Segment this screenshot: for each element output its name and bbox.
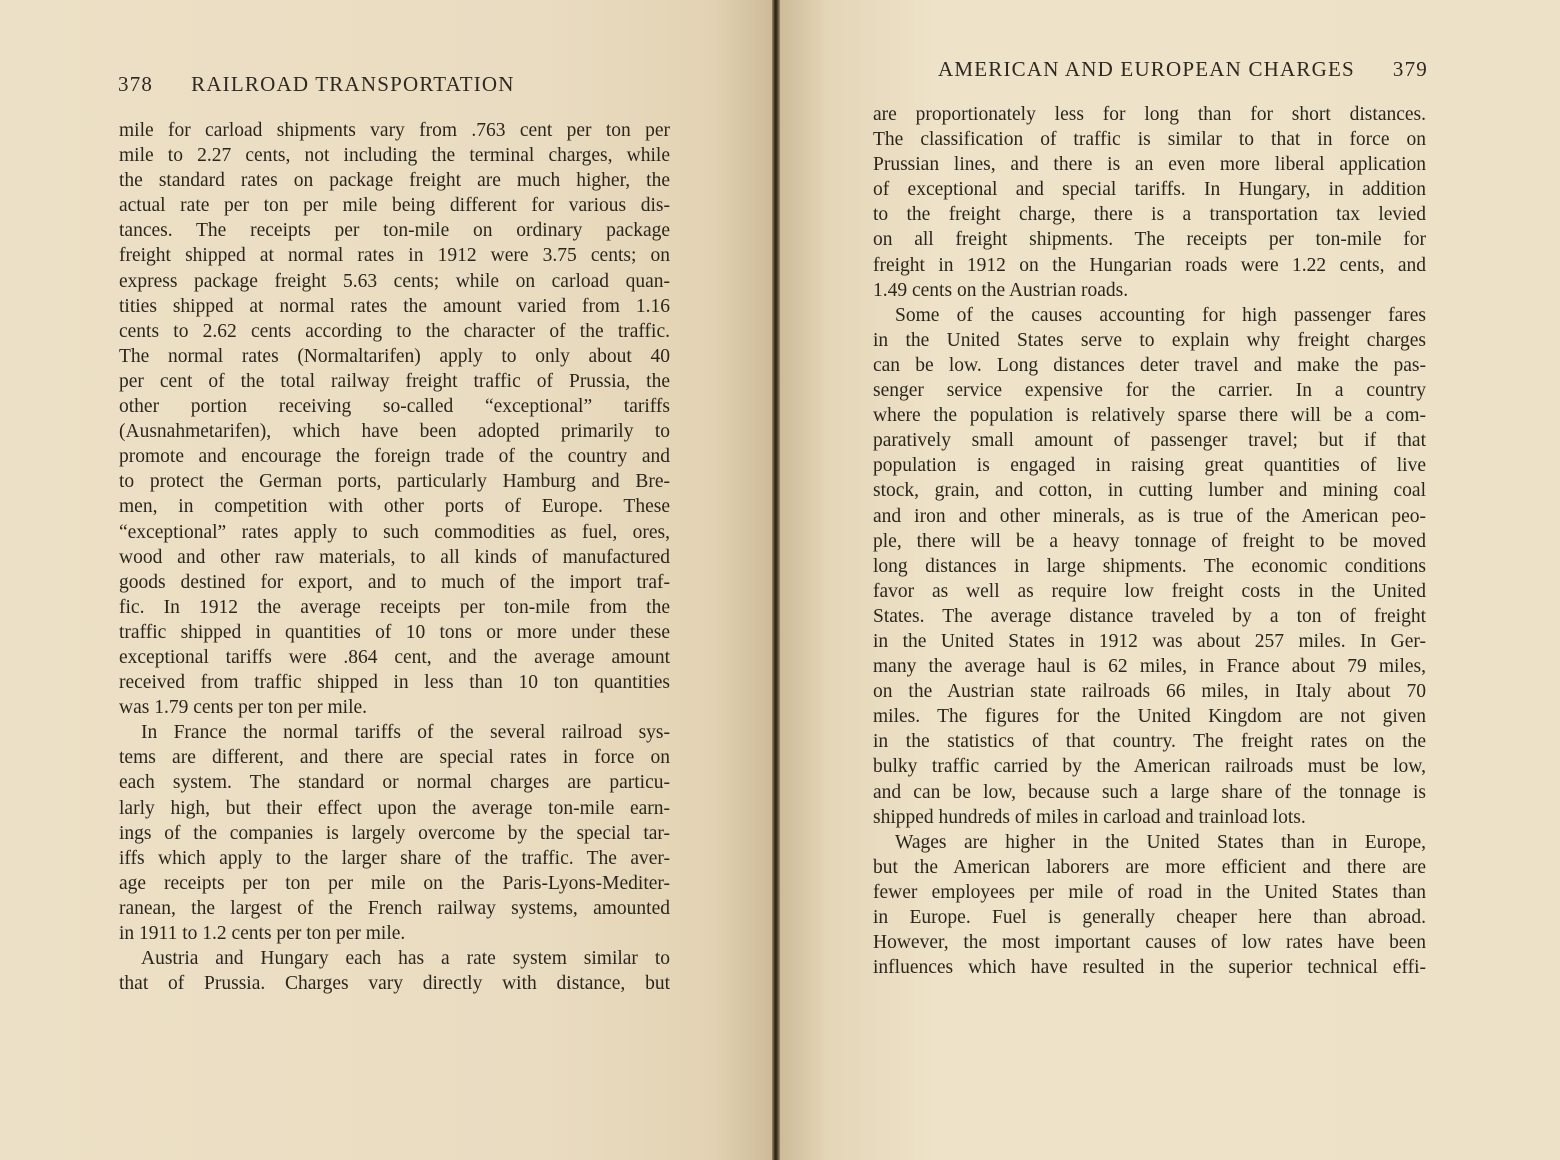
text-line: in the United States serve to explain why freight charges — [873, 329, 1426, 351]
left-running-title: RAILROAD TRANSPORTATION — [191, 72, 515, 96]
text-line: on all freight shipments. The receipts per ton-mile for — [873, 229, 1426, 251]
text-line: promote and encourage the foreign trade of the country and — [119, 446, 670, 468]
text-line: mile for carload shipments vary from .763 cent per ton per — [119, 120, 670, 141]
text-line: “exceptional” rates apply to such commodities as fuel, ores, — [119, 521, 670, 543]
text-line: was 1.79 cents per ton per mile. — [119, 697, 368, 719]
right-running-title: AMERICAN AND EUROPEAN CHARGES — [937, 57, 1355, 81]
text-line: and iron and other minerals, as is true of the American peo- — [873, 505, 1426, 527]
text-line: in 1911 to 1.2 cents per ton per mile. — [119, 923, 406, 944]
text-line: freight shipped at normal rates in 1912 were 3.75 cents; on — [119, 245, 670, 267]
text-line: that of Prussia. Charges vary directly with distance, but — [119, 973, 670, 995]
text-line: goods destined for export, and to much of the import traf- — [119, 571, 670, 593]
left-page — [0, 0, 772, 1160]
text-line: express package freight 5.63 cents; while on carload quan- — [119, 270, 670, 292]
text-line: other portion receiving so-called “exceptional” tariffs — [119, 396, 670, 418]
text-line: traffic shipped in quantities of 10 tons or more under these — [119, 621, 670, 643]
text-line: miles. The figures for the United Kingdom are not given — [873, 706, 1426, 728]
text-line: can be low. Long distances deter travel and make the pas- — [873, 354, 1426, 376]
text-line: where the population is relatively sparse there will be a com- — [873, 405, 1426, 427]
text-line: in the statistics of that country. The freight rates on the — [873, 731, 1426, 753]
text-line: paratively small amount of passenger travel; but if that — [873, 430, 1426, 452]
left-page-number: 378 — [118, 72, 154, 96]
text-line: per cent of the total railway freight traffic of Prussia, the — [119, 370, 670, 392]
text-line: Prussian lines, and there is an even more liberal application — [873, 154, 1426, 176]
text-line: but the American laborers are more efficient and there are — [873, 856, 1426, 878]
right-page — [780, 0, 1560, 1160]
text-line: tities shipped at normal rates the amount varied from 1.16 — [119, 295, 670, 317]
text-line: Some of the causes accounting for high passenger fares — [895, 304, 1426, 326]
text-line: each system. The standard or normal charges are particu- — [119, 772, 670, 794]
text-line: tems are different, and there are special rates in force on — [119, 747, 670, 769]
text-line: in the United States in 1912 was about 257 miles. In Ger- — [873, 630, 1426, 652]
text-line: received from traffic shipped in less than 10 ton quantities — [119, 672, 670, 694]
book-gutter — [772, 0, 780, 1160]
left-body-text — [119, 118, 670, 996]
text-line: exceptional tariffs were .864 cent, and the average amount — [119, 646, 670, 668]
text-line: senger service expensive for the carrier. In a country — [873, 380, 1426, 402]
text-line: favor as well as require low freight costs in the United — [873, 580, 1426, 602]
text-line: ple, there will be a heavy tonnage of freight to be moved — [873, 530, 1426, 552]
text-line: (Ausnahmetarifen), which have been adopted primarily to — [119, 421, 670, 443]
text-line: are proportionately less for long than for short distances. — [873, 104, 1426, 125]
text-line: population is engaged in raising great quantities of live — [873, 455, 1426, 477]
text-line: shipped hundreds of miles in carload and trainload lots. — [873, 806, 1306, 828]
right-page-number: 379 — [1392, 57, 1428, 81]
text-line: ranean, the largest of the French railway systems, amounted — [119, 897, 670, 919]
text-line: freight in 1912 on the Hungarian roads were 1.22 cents, and — [873, 254, 1426, 276]
left-running-head — [118, 72, 678, 97]
text-line: However, the most important causes of low rates have been — [873, 932, 1426, 954]
text-line: In France the normal tariffs of the several railroad sys- — [141, 722, 670, 744]
text-line: age receipts per ton per mile on the Paris-Lyons-Mediter- — [119, 872, 670, 894]
right-running-head — [900, 57, 1428, 82]
text-line: bulky traffic carried by the American railroads must be low, — [873, 756, 1426, 778]
text-line: in Europe. Fuel is generally cheaper here than abroad. — [873, 907, 1426, 928]
text-line: many the average haul is 62 miles, in France about 79 miles, — [873, 656, 1426, 678]
text-line: fewer employees per mile of road in the United States than — [873, 881, 1426, 903]
text-line: 1.49 cents on the Austrian roads. — [873, 279, 1129, 301]
text-line: to protect the German ports, particularly Hamburg and Bre- — [119, 471, 670, 493]
text-line: wood and other raw materials, to all kinds of manufactured — [119, 546, 670, 568]
text-line: and can be low, because such a large share of the tonnage is — [873, 781, 1426, 803]
text-line: The normal rates (Normaltarifen) apply to only about 40 — [119, 345, 670, 367]
text-line: of exceptional and special tariffs. In Hungary, in addition — [873, 179, 1426, 201]
text-line: larly high, but their effect upon the average ton-mile earn- — [119, 797, 670, 819]
text-line: to the freight charge, there is a transportation tax levied — [873, 204, 1426, 226]
text-line: States. The average distance traveled by a ton of freight — [873, 605, 1426, 627]
text-line: Austria and Hungary each has a rate system similar to — [141, 948, 670, 970]
text-line: stock, grain, and cotton, in cutting lumber and mining coal — [873, 480, 1426, 502]
text-line: The classification of traffic is similar to that in force on — [873, 129, 1426, 151]
text-line: on the Austrian state railroads 66 miles, in Italy about 70 — [873, 681, 1426, 703]
text-line: ings of the companies is largely overcome by the special tar- — [119, 822, 670, 844]
text-line: cents to 2.62 cents according to the character of the traffic. — [119, 320, 670, 342]
text-line: mile to 2.27 cents, not including the terminal charges, while — [119, 145, 670, 167]
right-body-text — [873, 102, 1426, 980]
text-line: Wages are higher in the United States than in Europe, — [895, 831, 1426, 853]
text-line: tances. The receipts per ton-mile on ordinary package — [119, 220, 670, 242]
text-line: the standard rates on package freight are much higher, the — [119, 170, 670, 192]
text-line: long distances in large shipments. The economic conditions — [873, 555, 1426, 577]
text-line: fic. In 1912 the average receipts per ton-mile from the — [119, 596, 670, 618]
text-line: men, in competition with other ports of Europe. These — [119, 496, 670, 518]
text-line: iffs which apply to the larger share of the traffic. The aver- — [119, 847, 670, 869]
text-line: influences which have resulted in the superior technical effi- — [873, 957, 1426, 979]
text-line: actual rate per ton per mile being different for various dis- — [119, 195, 670, 217]
